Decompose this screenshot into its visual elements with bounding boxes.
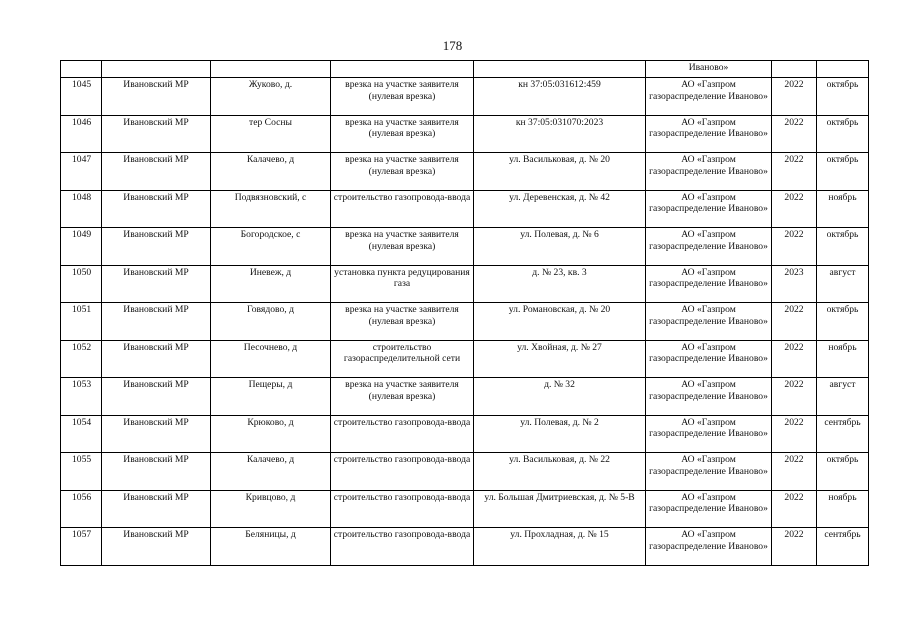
cell-year: 2022 — [772, 190, 817, 228]
cell-number: 1054 — [61, 415, 102, 453]
cell-month: октябрь — [817, 153, 869, 191]
table-row — [61, 453, 869, 491]
cell-district: Ивановский МР — [102, 153, 211, 191]
cell-number: 1047 — [61, 153, 102, 191]
table-row — [61, 115, 869, 153]
cell-month: ноябрь — [817, 340, 869, 378]
cell-organization: АО «Газпром газораспределение Иваново» — [646, 265, 772, 303]
cell-address: ул. Васильковая, д. № 22 — [474, 453, 646, 491]
cell-number: 1053 — [61, 378, 102, 416]
cell-month: август — [817, 265, 869, 303]
cell-work-type: установка пункта редуцирования газа — [331, 265, 474, 303]
cell-number: 1050 — [61, 265, 102, 303]
cell-work-type: врезка на участке заявителя (нулевая врезка) — [331, 153, 474, 191]
cell-year: 2022 — [772, 378, 817, 416]
cell-empty — [772, 61, 817, 78]
cell-organization: АО «Газпром газораспределение Иваново» — [646, 228, 772, 266]
cell-empty — [61, 61, 102, 78]
cell-number: 1051 — [61, 303, 102, 341]
cell-organization: АО «Газпром газораспределение Иваново» — [646, 303, 772, 341]
cell-settlement: Пещеры, д — [211, 378, 331, 416]
cell-work-type: строительство газопровода-ввода — [331, 528, 474, 566]
table-row — [61, 78, 869, 116]
cell-year: 2023 — [772, 265, 817, 303]
gasification-table — [60, 60, 869, 566]
cell-year: 2022 — [772, 228, 817, 266]
cell-address: кн 37:05:031070:2023 — [474, 115, 646, 153]
cell-year: 2022 — [772, 415, 817, 453]
cell-settlement: тер Сосны — [211, 115, 331, 153]
cell-settlement: Подвязновский, с — [211, 190, 331, 228]
cell-work-type: строительство газораспределительной сети — [331, 340, 474, 378]
cell-work-type: врезка на участке заявителя (нулевая врезка) — [331, 78, 474, 116]
cell-work-type: врезка на участке заявителя (нулевая врезка) — [331, 378, 474, 416]
cell-address: ул. Хвойная, д. № 27 — [474, 340, 646, 378]
cell-organization: АО «Газпром газораспределение Иваново» — [646, 528, 772, 566]
cell-organization: АО «Газпром газораспределение Иваново» — [646, 78, 772, 116]
cell-settlement: Калачево, д — [211, 153, 331, 191]
cell-month: сентябрь — [817, 415, 869, 453]
cell-district: Ивановский МР — [102, 115, 211, 153]
cell-work-type: врезка на участке заявителя (нулевая врезка) — [331, 303, 474, 341]
cell-work-type: строительство газопровода-ввода — [331, 190, 474, 228]
cell-organization: АО «Газпром газораспределение Иваново» — [646, 378, 772, 416]
cell-address: ул. Большая Дмитриевская, д. № 5-В — [474, 490, 646, 528]
cell-empty — [474, 61, 646, 78]
cell-number: 1056 — [61, 490, 102, 528]
table-row — [61, 378, 869, 416]
cell-year: 2022 — [772, 340, 817, 378]
cell-month: октябрь — [817, 453, 869, 491]
cell-organization: АО «Газпром газораспределение Иваново» — [646, 115, 772, 153]
cell-organization: АО «Газпром газораспределение Иваново» — [646, 415, 772, 453]
cell-address: кн 37:05:031612:459 — [474, 78, 646, 116]
table-body — [61, 61, 869, 566]
cell-organization: АО «Газпром газораспределение Иваново» — [646, 190, 772, 228]
table-row — [61, 190, 869, 228]
cell-organization: АО «Газпром газораспределение Иваново» — [646, 490, 772, 528]
cell-empty — [211, 61, 331, 78]
cell-empty — [102, 61, 211, 78]
cell-year: 2022 — [772, 153, 817, 191]
cell-district: Ивановский МР — [102, 265, 211, 303]
cell-month: октябрь — [817, 78, 869, 116]
cell-settlement: Богородское, с — [211, 228, 331, 266]
cell-district: Ивановский МР — [102, 78, 211, 116]
cell-work-type: строительство газопровода-ввода — [331, 415, 474, 453]
cell-empty — [817, 61, 869, 78]
table-row — [61, 415, 869, 453]
cell-number: 1055 — [61, 453, 102, 491]
cell-number: 1057 — [61, 528, 102, 566]
cell-number: 1049 — [61, 228, 102, 266]
cell-settlement: Беляницы, д — [211, 528, 331, 566]
cell-number: 1052 — [61, 340, 102, 378]
cell-month: октябрь — [817, 303, 869, 341]
cell-district: Ивановский МР — [102, 228, 211, 266]
cell-year: 2022 — [772, 490, 817, 528]
cell-work-type: врезка на участке заявителя (нулевая врезка) — [331, 228, 474, 266]
cell-year: 2022 — [772, 115, 817, 153]
continued-row — [61, 61, 869, 78]
cell-address: ул. Деревенская, д. № 42 — [474, 190, 646, 228]
cell-address: ул. Полевая, д. № 6 — [474, 228, 646, 266]
cell-settlement: Песочнево, д — [211, 340, 331, 378]
table-row — [61, 303, 869, 341]
cell-work-type: строительство газопровода-ввода — [331, 453, 474, 491]
cell-org-continued: Иваново» — [646, 61, 772, 78]
cell-number: 1045 — [61, 78, 102, 116]
cell-address: д. № 23, кв. 3 — [474, 265, 646, 303]
cell-year: 2022 — [772, 453, 817, 491]
table-row — [61, 340, 869, 378]
cell-month: ноябрь — [817, 490, 869, 528]
cell-year: 2022 — [772, 78, 817, 116]
cell-empty — [331, 61, 474, 78]
table-row — [61, 528, 869, 566]
cell-district: Ивановский МР — [102, 303, 211, 341]
cell-address: д. № 32 — [474, 378, 646, 416]
cell-number: 1048 — [61, 190, 102, 228]
page-number: 178 — [442, 38, 463, 53]
cell-year: 2022 — [772, 303, 817, 341]
cell-organization: АО «Газпром газораспределение Иваново» — [646, 340, 772, 378]
table-row — [61, 265, 869, 303]
cell-month: ноябрь — [817, 190, 869, 228]
table-row — [61, 490, 869, 528]
cell-address: ул. Полевая, д. № 2 — [474, 415, 646, 453]
table-row — [61, 228, 869, 266]
cell-organization: АО «Газпром газораспределение Иваново» — [646, 453, 772, 491]
cell-settlement: Говядово, д — [211, 303, 331, 341]
cell-district: Ивановский МР — [102, 378, 211, 416]
cell-district: Ивановский МР — [102, 415, 211, 453]
cell-settlement: Жуково, д. — [211, 78, 331, 116]
cell-district: Ивановский МР — [102, 528, 211, 566]
cell-district: Ивановский МР — [102, 340, 211, 378]
cell-district: Ивановский МР — [102, 490, 211, 528]
cell-organization: АО «Газпром газораспределение Иваново» — [646, 153, 772, 191]
cell-work-type: строительство газопровода-ввода — [331, 490, 474, 528]
cell-settlement: Иневеж, д — [211, 265, 331, 303]
cell-address: ул. Прохладная, д. № 15 — [474, 528, 646, 566]
cell-month: сентябрь — [817, 528, 869, 566]
cell-district: Ивановский МР — [102, 190, 211, 228]
cell-month: октябрь — [817, 115, 869, 153]
cell-address: ул. Васильковая, д. № 20 — [474, 153, 646, 191]
cell-settlement: Калачево, д — [211, 453, 331, 491]
cell-settlement: Кривцово, д — [211, 490, 331, 528]
cell-district: Ивановский МР — [102, 453, 211, 491]
cell-address: ул. Романовская, д. № 20 — [474, 303, 646, 341]
cell-work-type: врезка на участке заявителя (нулевая врезка) — [331, 115, 474, 153]
table-row — [61, 153, 869, 191]
cell-number: 1046 — [61, 115, 102, 153]
cell-month: октябрь — [817, 228, 869, 266]
cell-year: 2022 — [772, 528, 817, 566]
cell-month: август — [817, 378, 869, 416]
cell-settlement: Крюково, д — [211, 415, 331, 453]
